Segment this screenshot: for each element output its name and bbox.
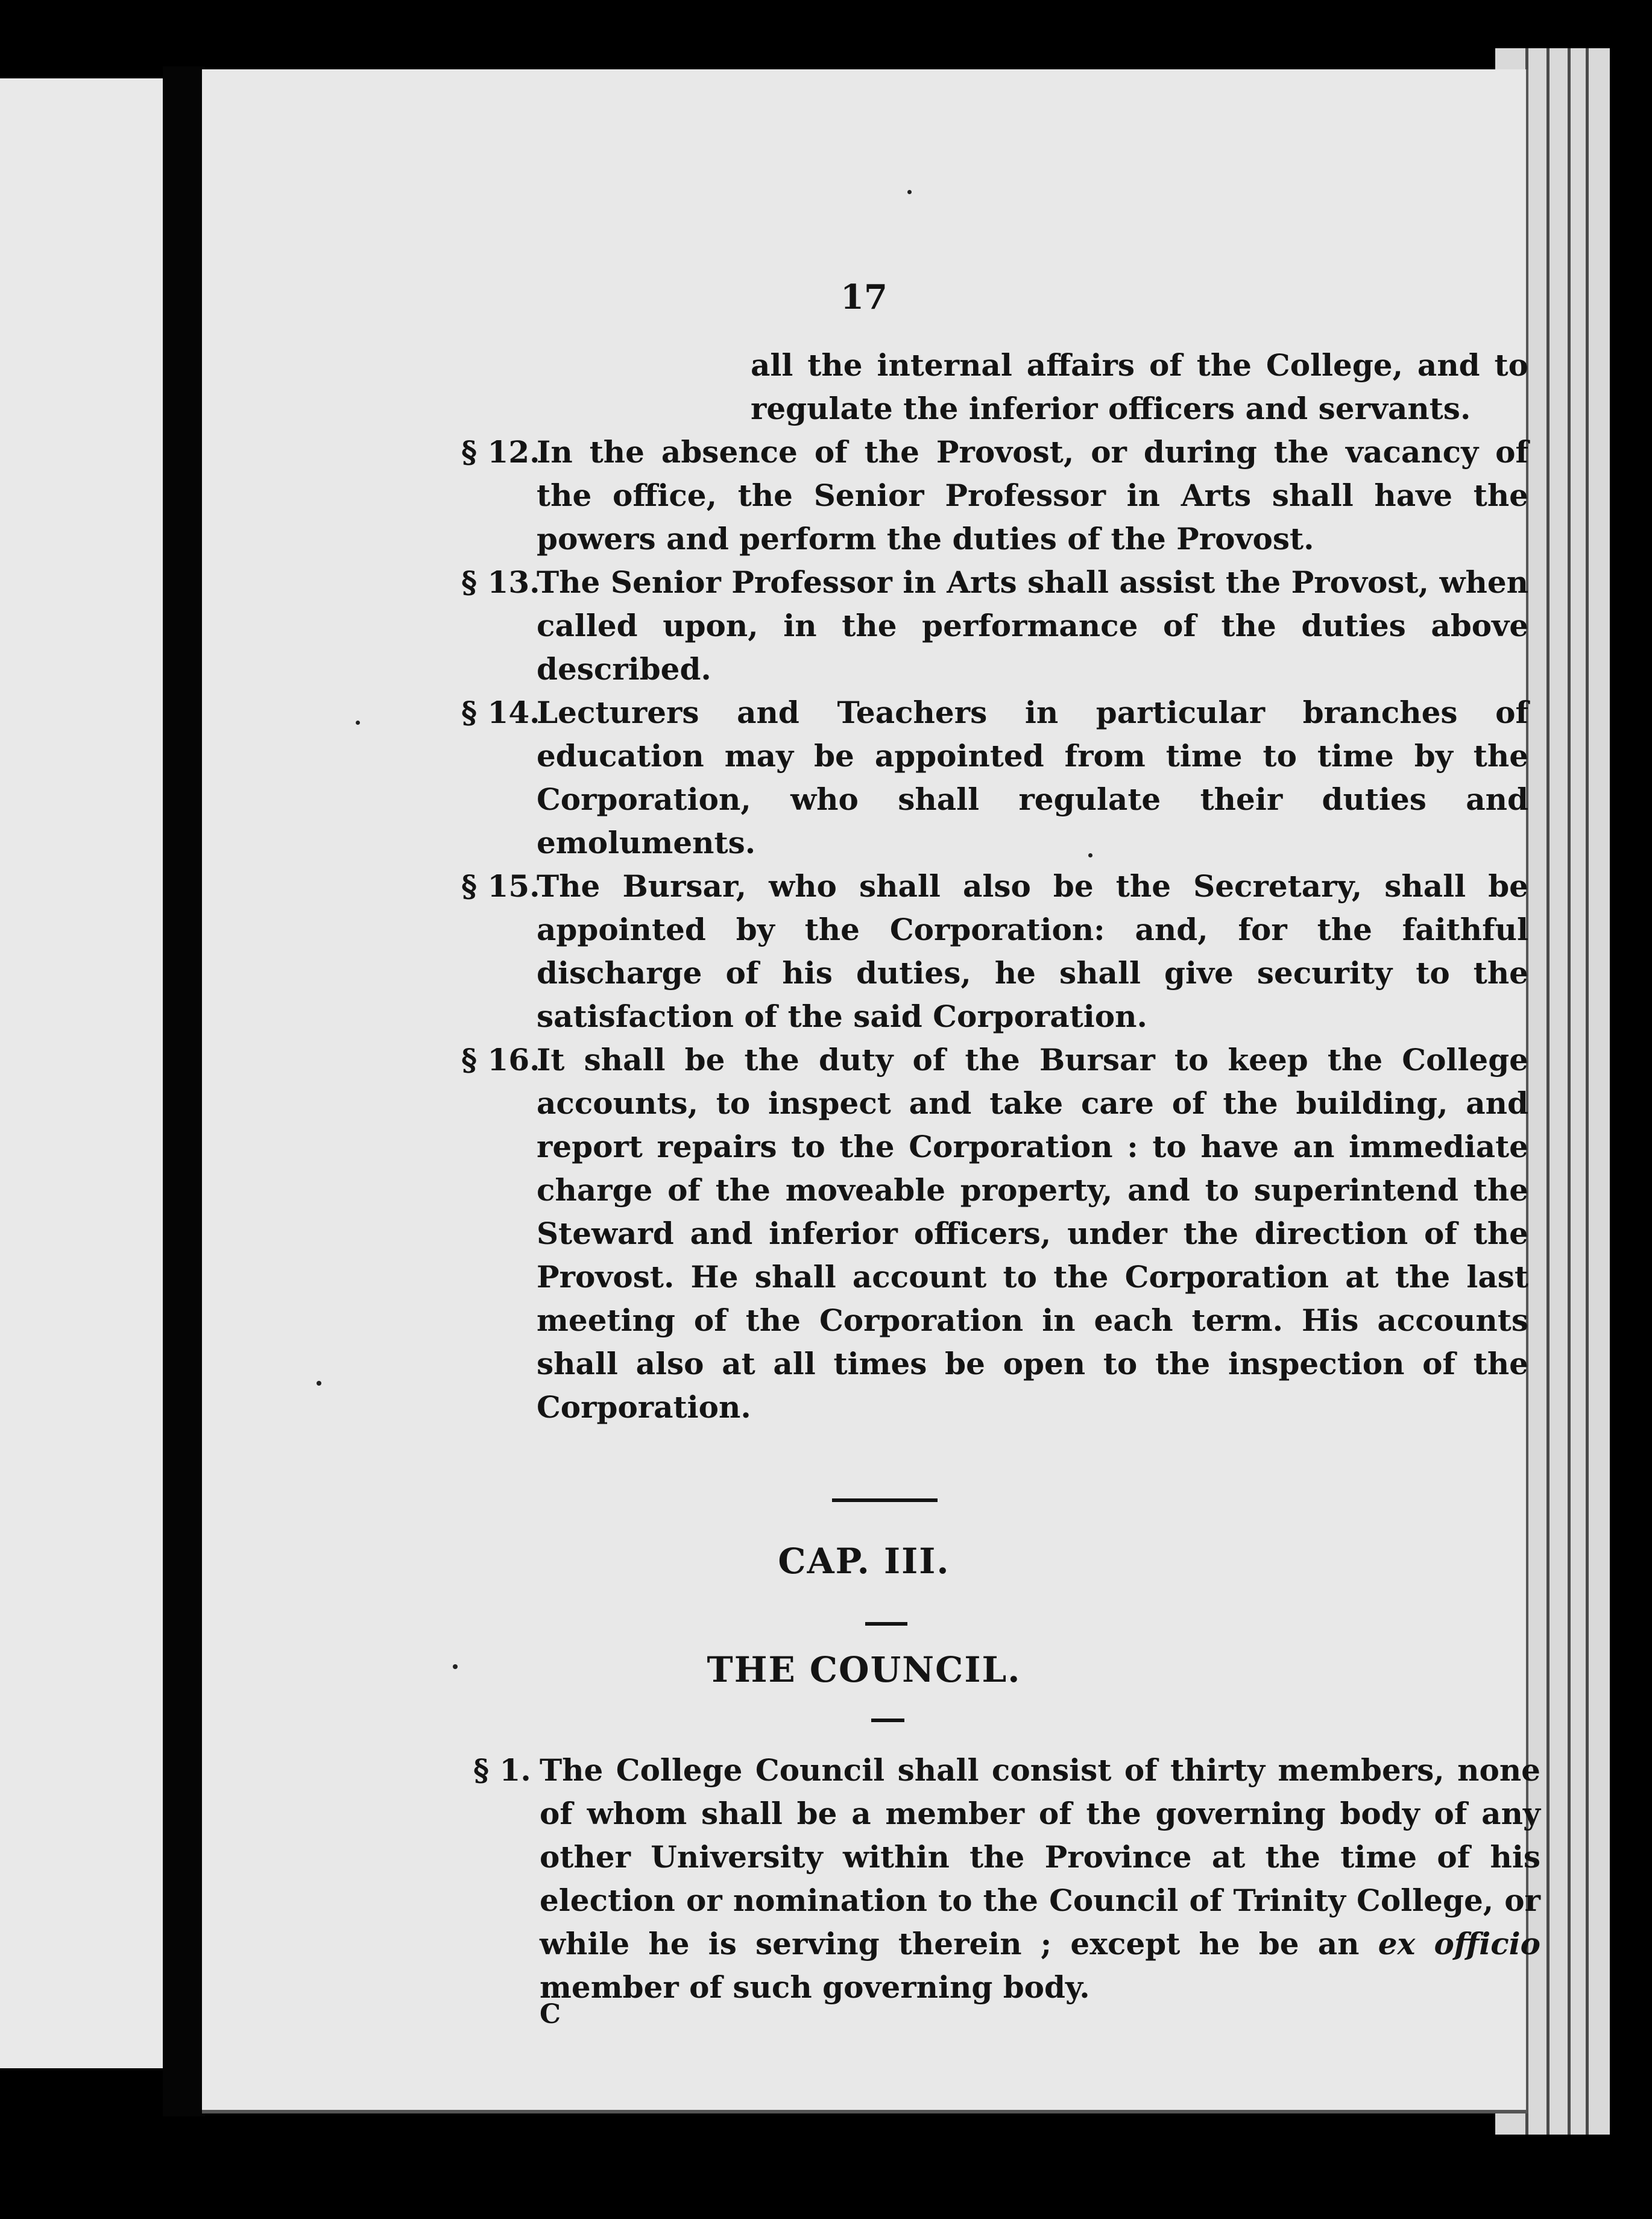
paper-speck [453,1664,458,1669]
section-text: member of such governing body. [540,1969,1090,2005]
section-text: Lecturers and Teachers in particular branches of education may be appointed from time to time by the Corporation, who shall regulate their duties and emoluments. [537,695,1528,860]
signature-mark: C [540,1999,561,2030]
heading-rule [871,1719,904,1722]
section-number: § 12. [461,434,540,470]
section-12 [461,431,1528,561]
section-1 [473,1749,1540,2009]
section-text: The College Council shall consist of thirty members, none of whom shall be a member of the governing body of any other University within the Province at the time of his election or nomination to the Council of Trinity College, or while he is serving therein ; except he be an [540,1752,1540,1962]
facing-page [0,78,175,2068]
section-text: The Bursar, who shall also be the Secretary, shall be appointed by the Corporation: and, for the faithful discharge of his duties, he shall give security to the satisfaction of the said Corporation. [537,868,1528,1034]
section-text: In the absence of the Provost, or during the vacancy of the office, the Senior Professor in Arts shall have the powers and perform the duties of the Provost. [537,434,1528,557]
section-number: § 16. [461,1042,540,1078]
chapter-title: THE COUNCIL. [707,1649,1021,1690]
paper-speck [1088,853,1092,857]
section-number: § 13. [461,564,540,600]
document-page [202,69,1540,2113]
section-number: § 14. [461,695,540,730]
statutes-lower-text [473,1749,1540,2009]
section-13 [461,561,1528,691]
page-number: 17 [840,277,887,317]
chapter-rule [832,1498,938,1502]
page-edge-line [1586,48,1589,2135]
paper-speck [356,721,360,725]
section-text: The Senior Professor in Arts shall assist the Provost, when called upon, in the performance of the duties above described. [537,564,1528,687]
page-edge-line [1568,48,1571,2135]
page-edge-line [1546,48,1550,2135]
section-number: § 15. [461,868,540,904]
section-text-italic: ex officio [1378,1926,1540,1962]
paper-speck [907,190,912,194]
section-14 [461,691,1528,865]
section-number: § 1. [473,1752,531,1788]
heading-rule [865,1622,907,1626]
statutes-upper-text [461,344,1528,1429]
section-15 [461,865,1528,1038]
chapter-heading: CAP. III. [778,1541,950,1582]
book-gutter [163,66,205,2116]
section-text: It shall be the duty of the Bursar to keep the College accounts, to inspect and take care of the building, and report repairs to the Corporation : to have an immediate charge of the moveable property, and to superintend the Steward and inferior officers, under the direction of the Provost. He shall account to the Corporation at the last meeting of the Corporation in each term. His accounts shall also at all times be open to the inspection of the Corporation. [537,1042,1528,1425]
continuation-paragraph: all the internal affairs of the College, and to regulate the inferior officers and servants. [751,347,1528,426]
section-16 [461,1038,1528,1429]
paper-speck [317,1381,321,1386]
